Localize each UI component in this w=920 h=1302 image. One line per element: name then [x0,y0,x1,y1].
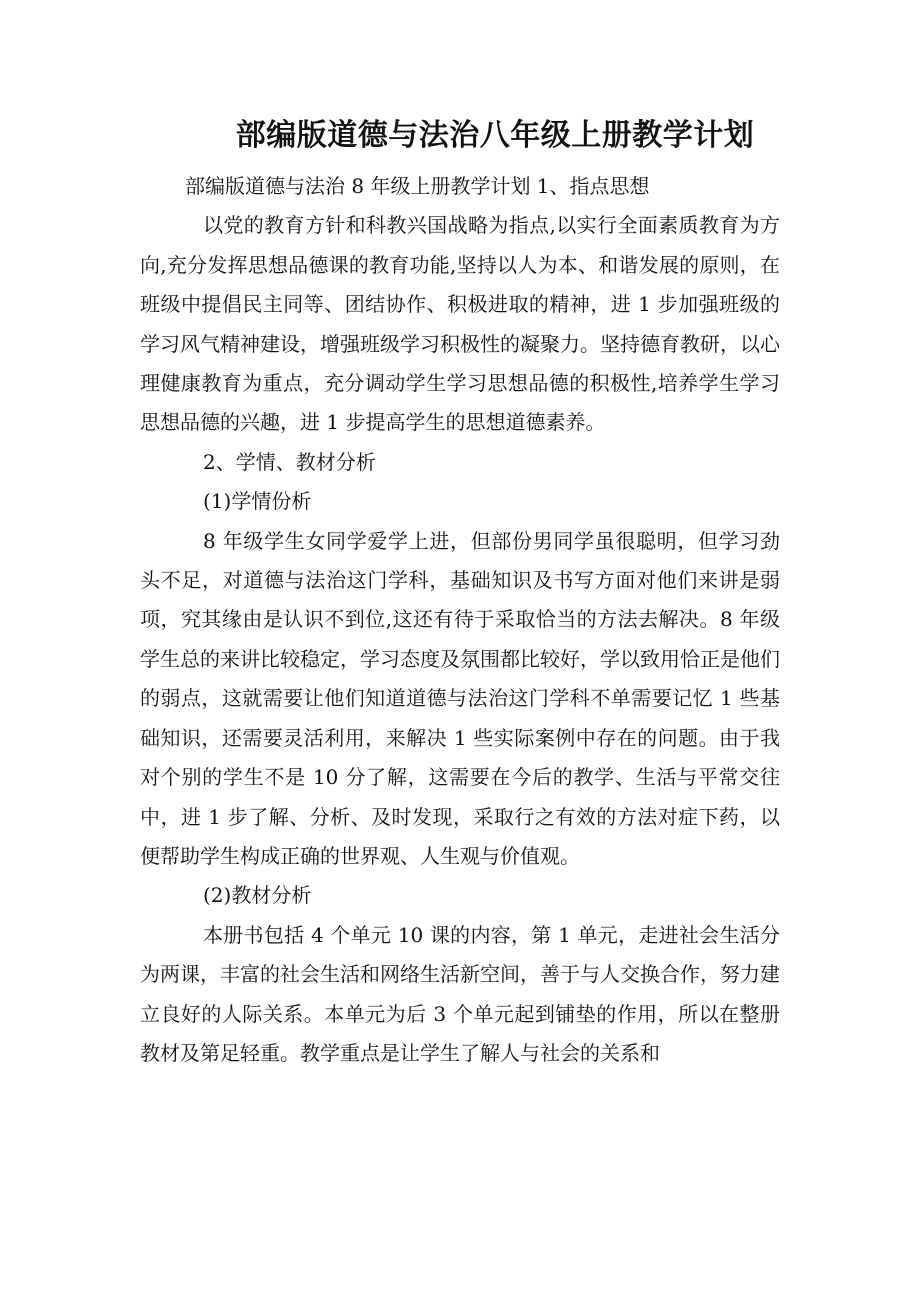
section-heading-analysis: 2、学情、教材分析 [203,449,376,474]
subsection-heading-student-analysis: (1)学情份析 [203,489,312,514]
document-title: 部编版道德与法治八年级上册教学计划 [235,118,755,153]
paragraph-guiding-ideology: 以党的教育方针和科教兴国战略为指点,以实行全面素质教育为方向,充分发挥思想品德课的教育功能,坚持以人为本、和谐发展的原则，在班级中提倡民主同等、团结协作、积极进取的精神，进 1 步加强班级的学习风气精神建设，增强班级学习积极性的凝聚力。坚持德育教研，以心理健康教育为重点，充分调动学生学习思想品德的积极性,培养学生学习思想品德的兴趣，进 1 步提高学生的思想道德素养。 [140,213,780,435]
document-body [140,167,780,1073]
paragraph-student-analysis: 8 年级学生女同学爱学上进，但部份男同学虽很聪明，但学习劲头不足，对道德与法治这门学科，基础知识及书写方面对他们来讲是弱项，究其缘由是认识不到位,这还有待于采取恰当的方法去解决。8 年级学生总的来讲比较稳定，学习态度及氛围都比较好，学以致用恰正是他们的弱点，这就需要让他们知道道德与法治这门学科不单需要记忆 1 些基础知识，还需要灵活利用，来解决 1 些实际案例中存在的问题。由于我对个别的学生不是 10 分了解，这需要在今后的教学、生活与平常交往中，进 1 步了解、分析、及时发现，采取行之有效的方法对症下药，以便帮助学生构成正确的世界观、人生观与价值观。 [140,528,780,868]
document-subtitle: 部编版道德与法治 8 年级上册教学计划 1、指点思想 [185,174,650,198]
subsection-heading-textbook-analysis: (2)教材分析 [203,883,312,908]
paragraph-textbook-analysis: 本册书包括 4 个单元 10 课的内容，第 1 单元，走进社会生活分为两课，丰富的社会生活和网络生活新空间，善于与人交换合作，努力建立良好的人际关系。本单元为后 3 个单元起到铺垫的作用，所以在整册教材及第足轻重。教学重点是让学生了解人与社会的关系和 [140,922,780,1065]
